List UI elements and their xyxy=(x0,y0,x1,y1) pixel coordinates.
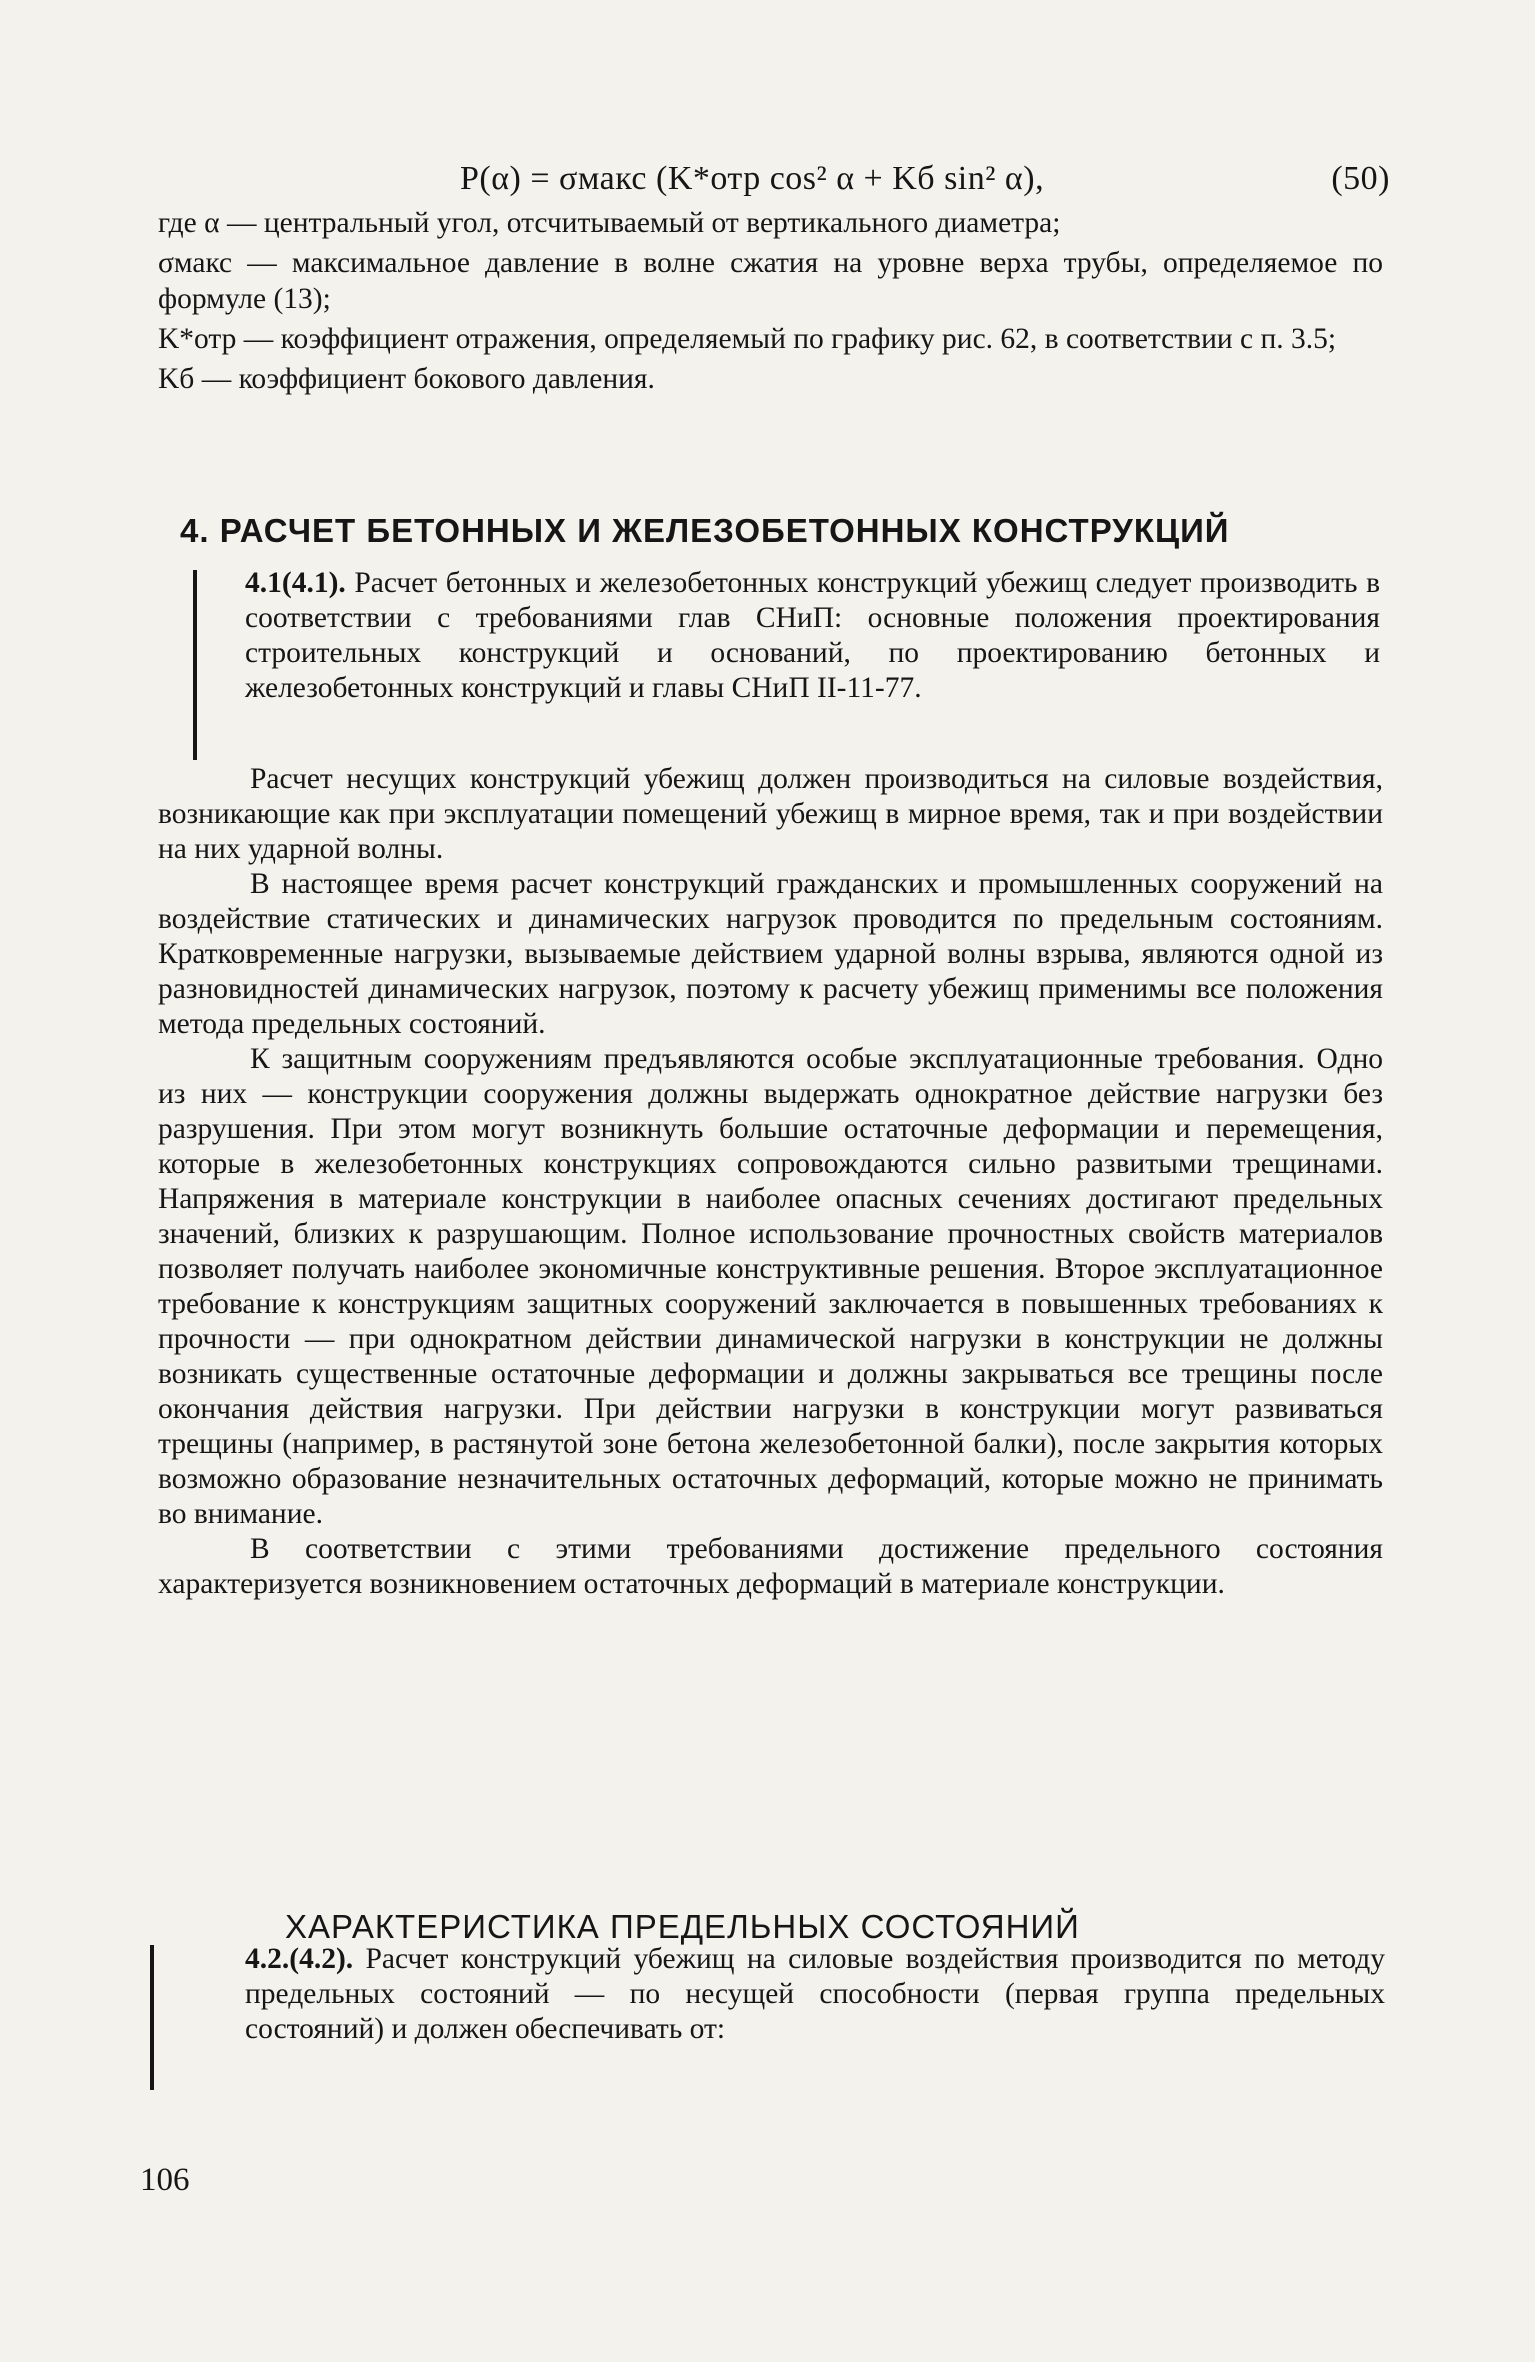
section-4-heading: 4. РАСЧЕТ БЕТОННЫХ И ЖЕЛЕЗОБЕТОННЫХ КОНСТРУКЦИЙ xyxy=(180,512,1230,549)
definition-sigma-max: σмакс — максимальное давление в волне сжатия на уровне верха трубы, определяемое по формуле (13); xyxy=(158,247,1383,315)
page-number: 106 xyxy=(140,2162,190,2198)
subsection-heading: ХАРАКТЕРИСТИКА ПРЕДЕЛЬНЫХ СОСТОЯНИЙ xyxy=(285,1908,1080,1945)
paragraph: В настоящее время расчет конструкций гражданских и промышленных сооружений на воздействие статических и динамических нагрузок проводится по предельным состояниям. Кратковременные нагрузки, вызываемые действием ударной волны взрыва, являются одной из разновидностей динамических нагрузок, поэтому к расчету убежищ применимы все положения метода предельных состояний. xyxy=(158,868,1383,1040)
body-text xyxy=(158,762,1383,1602)
clause-4-1-number: 4.1(4.1). xyxy=(245,567,346,599)
formula-text: P(α) = σмакс (K*отр cos² α + Kб sin² α), xyxy=(460,160,1045,197)
clause-4-2 xyxy=(245,1942,1385,2047)
definition-k-b: Kб — коэффициент бокового давления. xyxy=(158,363,655,395)
paragraph: Расчет несущих конструкций убежищ должен производиться на силовые воздействия, возникающие как при эксплуатации помещений убежищ в мирное время, так и при воздействии на них ударной волны. xyxy=(158,763,1383,865)
revision-bar xyxy=(150,1945,154,2090)
clause-4-1 xyxy=(245,566,1380,706)
definitions-list xyxy=(158,205,1383,401)
clause-4-1-text: Расчет бетонных и железобетонных конструкций убежищ следует производить в соответствии с требованиями глав СНиП: основные положения проектирования строительных конструкций и оснований, по проектированию бетонных и железобетонных конструкций и главы СНиП II-11-77. xyxy=(245,567,1380,704)
definition-k-otr: K*отр — коэффициент отражения, определяемый по графику рис. 62, в соответствии с п. 3.5; xyxy=(158,323,1337,355)
formula-50 xyxy=(460,160,1390,198)
revision-bar xyxy=(193,570,197,760)
definition-alpha: где α — центральный угол, отсчитываемый от вертикального диаметра; xyxy=(158,207,1061,239)
paragraph: К защитным сооружениям предъявляются особые эксплуатационные требования. Одно из них — конструкции сооружения должны выдержать однократное действие нагрузки без разрушения. При этом могут возникнуть большие остаточные деформации и перемещения, которые в железобетонных конструкциях сопровождаются сильно развитыми трещинами. Напряжения в материале конструкции в наиболее опасных сечениях достигают предельных значений, близких к разрушающим. Полное использование прочностных свойств материалов позволяет получать наиболее экономичные конструктивные решения. Второе эксплуатационное требование к конструкциям защитных сооружений заключается в повышенных требованиях к прочности — при однократном действии динамической нагрузки в конструкции не должны возникать существенные остаточные деформации и должны закрываться все трещины после окончания действия нагрузки. При действии нагрузки в конструкции могут развиваться трещины (например, в растянутой зоне бетона железобетонной балки), после закрытия которых возможно образование незначительных остаточных деформаций, которые можно не принимать во внимание. xyxy=(158,1043,1383,1530)
formula-number: (50) xyxy=(1331,160,1390,197)
clause-4-2-text: Расчет конструкций убежищ на силовые воздействия производится по методу предельных состояний — по несущей способности (первая группа предельных состояний) и должен обеспечивать от: xyxy=(245,1943,1385,2045)
paragraph: В соответствии с этими требованиями достижение предельного состояния характеризуется возникновением остаточных деформаций в материале конструкции. xyxy=(158,1533,1383,1600)
clause-4-2-number: 4.2.(4.2). xyxy=(245,1943,354,1975)
